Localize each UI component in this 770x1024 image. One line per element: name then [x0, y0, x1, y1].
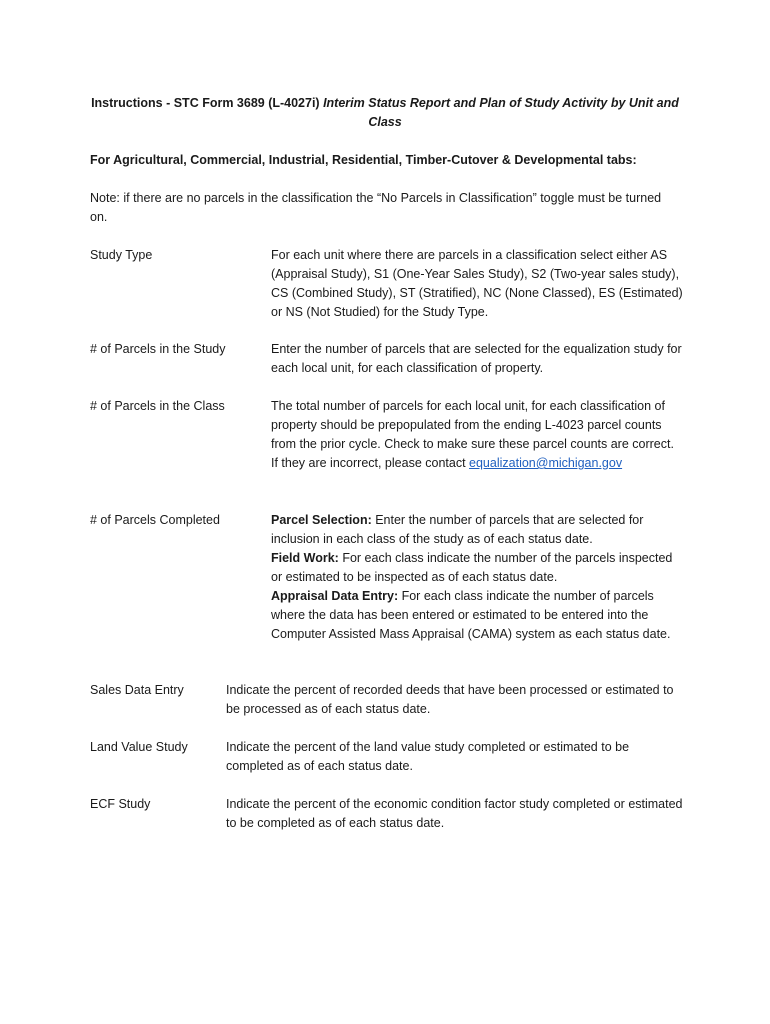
parcel-selection-text: Enter the number of parcels that are selected for inclusion in each class of the study as of each status date. [271, 513, 644, 546]
study-type-label: Study Type [90, 248, 153, 262]
appraisal-data-entry-text: For each class indicate the number of parcels where the data has been entered or estimated to be entered into the Computer Assisted Mass Appraisal (CAMA) system as each status date. [271, 589, 671, 641]
study-type-description: For each unit where there are parcels in a classification select either AS (Appraisal Study), S1 (One-Year Sales Study), S2 (Two-year sales study), CS (Combined Study), ST (Stratified), NC (None Classed), ES (Estimated) or NS (Not Studied) for the Study Type. [271, 248, 683, 319]
parcels-in-class-description [271, 397, 683, 473]
parcels-in-study-label: # of Parcels in the Study [90, 342, 226, 356]
section-subheading: For Agricultural, Commercial, Industrial, Residential, Timber-Cutover & Developmental tabs: [90, 153, 637, 167]
land-value-study-label: Land Value Study [90, 740, 188, 754]
parcels-completed-label: # of Parcels Completed [90, 513, 220, 527]
sales-data-entry-description: Indicate the percent of recorded deeds that have been processed or estimated to be processed as of each status date. [226, 683, 674, 716]
parcels-in-class-text: The total number of parcels for each local unit, for each classification of property should be prepopulated from the ending L-4023 parcel counts from the prior cycle. Check to make sure these parcel counts are correct. If they are incorrect, please contact [271, 399, 674, 470]
field-work-label: Field Work: [271, 551, 339, 565]
appraisal-data-entry-label: Appraisal Data Entry: [271, 589, 399, 603]
title-italic: Interim Status Report and Plan of Study Activity by Unit and Class [323, 96, 679, 129]
ecf-study-label: ECF Study [90, 797, 151, 811]
title-prefix: Instructions - STC Form 3689 (L-4027i) [91, 96, 324, 110]
ecf-study-description: Indicate the percent of the economic condition factor study completed or estimated to be completed as of each status date. [226, 797, 683, 830]
note-paragraph: Note: if there are no parcels in the classification the “No Parcels in Classification” toggle must be turned on. [90, 191, 662, 224]
parcels-in-study-description: Enter the number of parcels that are selected for the equalization study for each local unit, for each classification of property. [271, 342, 682, 375]
parcel-selection-label: Parcel Selection: [271, 513, 372, 527]
parcels-completed-description [271, 511, 683, 644]
parcels-in-class-label: # of Parcels in the Class [90, 399, 225, 413]
sales-data-entry-label: Sales Data Entry [90, 683, 184, 697]
land-value-study-description: Indicate the percent of the land value study completed or estimated to be completed as of each status date. [226, 740, 630, 773]
document-title [80, 94, 690, 132]
equalization-email-link[interactable]: equalization@michigan.gov [469, 456, 623, 470]
field-work-text: For each class indicate the number of the parcels inspected or estimated to be inspected as of each status date. [271, 551, 673, 584]
